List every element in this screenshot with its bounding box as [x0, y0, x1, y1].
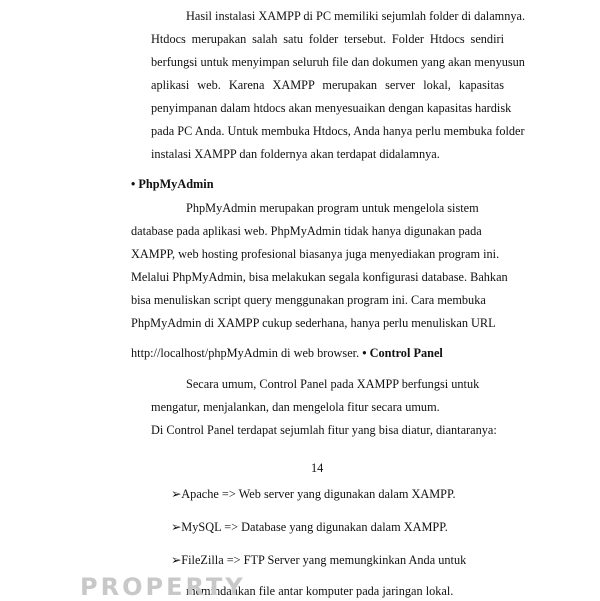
feature-item-mysql: ➢MySQL => Database yang digunakan dalam XAMPP. — [171, 520, 448, 534]
phpmyadmin-paragraph-line-1: PhpMyAdmin merupakan program untuk mengelola sistem — [186, 201, 479, 215]
url-text: http://localhost/phpMyAdmin di web browser. — [131, 346, 363, 360]
xampp-paragraph-line-5: penyimpanan dalam htdocs akan menyesuaikan dengan kapasitas hardisk — [151, 101, 512, 115]
xampp-paragraph-line-4: aplikasi web. Karena XAMPP merupakan server lokal, kapasitas — [151, 78, 504, 92]
property-watermark: PROPERTY — [80, 573, 246, 601]
control-panel-paragraph-line-3: Di Control Panel terdapat sejumlah fitur yang bisa diatur, diantaranya: — [151, 423, 497, 437]
url-line — [131, 345, 443, 361]
control-panel-paragraph-line-1: Secara umum, Control Panel pada XAMPP berfungsi untuk — [186, 377, 480, 391]
phpmyadmin-paragraph-line-4: Melalui PhpMyAdmin, bisa melakukan segala konfigurasi database. Bahkan — [131, 270, 508, 284]
xampp-paragraph-line-3: berfungsi untuk menyimpan seluruh file dan dokumen yang akan menyusun — [151, 55, 525, 69]
control-panel-paragraph-line-2: mengatur, menjalankan, dan mengelola fitur secara umum. — [151, 400, 440, 414]
feature-item-filezilla: ➢FileZilla => FTP Server yang memungkinkan Anda untuk — [171, 553, 467, 567]
page-number: 14 — [311, 461, 324, 475]
phpmyadmin-heading: • PhpMyAdmin — [131, 177, 214, 191]
feature-item-apache: ➢Apache => Web server yang digunakan dalam XAMPP. — [171, 487, 456, 501]
phpmyadmin-paragraph-line-5: bisa menuliskan script query menggunakan program ini. Cara membuka — [131, 293, 486, 307]
control-panel-heading: • Control Panel — [362, 346, 443, 360]
phpmyadmin-paragraph-line-3: XAMPP, web hosting profesional biasanya juga menyediakan program ini. — [131, 247, 500, 261]
xampp-paragraph-line-2: Htdocs merupakan salah satu folder tersebut. Folder Htdocs sendiri — [151, 32, 504, 46]
xampp-paragraph-line-1: Hasil instalasi XAMPP di PC memiliki sejumlah folder di dalamnya. — [186, 9, 526, 23]
xampp-paragraph-line-6: pada PC Anda. Untuk membuka Htdocs, Anda hanya perlu membuka folder — [151, 124, 525, 138]
feature-item-filezilla-continued: memindahkan file antar komputer pada jaringan lokal. — [186, 584, 454, 598]
phpmyadmin-paragraph-line-6: PhpMyAdmin di XAMPP cukup sederhana, hanya perlu menuliskan URL — [131, 316, 496, 330]
xampp-paragraph-line-7: instalasi XAMPP dan foldernya akan terdapat didalamnya. — [151, 147, 440, 161]
phpmyadmin-paragraph-line-2: database pada aplikasi web. PhpMyAdmin tidak hanya digunakan pada — [131, 224, 482, 238]
